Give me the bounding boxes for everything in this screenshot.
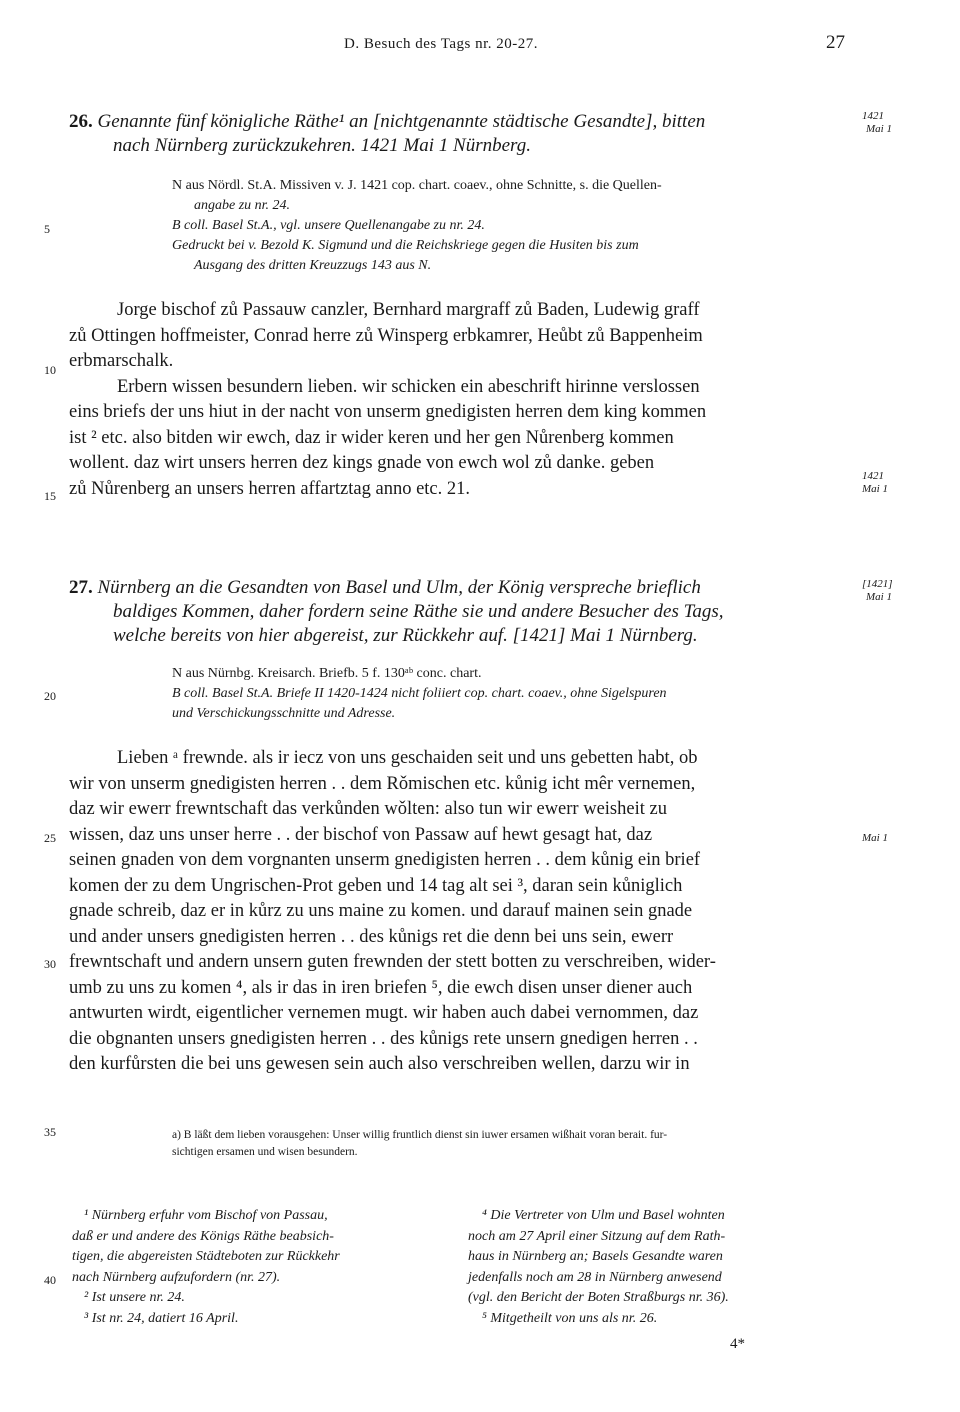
apparatus-line: sichtigen ersamen und wisen besundern. [172, 1146, 358, 1158]
text-line: umb zu uns zu komen ⁴, als ir das in iren briefen ⁵, die ewch disen unser diener auch [69, 977, 693, 998]
text-line: zů Ottingen hoffmeister, Conrad herre zů Winsperg erbkamrer, Heůbt zů Bappenheim [69, 325, 703, 346]
footnotes-right [468, 1206, 858, 1329]
doc27-margin-date [862, 578, 922, 604]
doc26-text [69, 298, 851, 502]
footnote-line: noch am 27 April einer Sitzung auf dem Rath- [468, 1228, 726, 1244]
doc27-number: 27. [69, 577, 93, 598]
line-number: 35 [44, 1125, 56, 1139]
margin-year: 1421 [862, 110, 884, 122]
source-line: B coll. Basel St.A., vgl. unsere Quellenangabe zu nr. 24. [172, 218, 485, 233]
doc26-heading-line: Genannte fünf königliche Räthe¹ an [nichtgenannte städtische Gesandte], bitten [97, 111, 706, 132]
line-number: 30 [44, 957, 56, 971]
footnote-line: haus in Nürnberg an; Basels Gesandte waren [468, 1249, 723, 1264]
source-line: N aus Nördl. St.A. Missiven v. J. 1421 cop. chart. coaev., ohne Schnitte, s. die Quellen- [172, 178, 662, 193]
source-line: Gedruckt bei v. Bezold K. Sigmund und die Reichskriege gegen die Husiten bis zum [172, 238, 639, 253]
margin-day: Mai 1 [866, 591, 892, 603]
line-number: 20 [44, 689, 56, 703]
doc27-text [69, 746, 851, 1078]
text-line: erbmarschalk. [69, 351, 174, 371]
text-line: Erbern wissen besundern lieben. wir schicken ein abeschrift hirinne verslossen [117, 376, 700, 397]
line-number: 5 [44, 222, 50, 236]
doc27-sources [172, 664, 862, 724]
text-line: und ander unsers gnedigisten herren . . des kůnigs ret die denn bei uns sein, ewerr [69, 926, 674, 947]
footnote-line: ³ Ist nr. 24, datiert 16 April. [84, 1310, 239, 1326]
apparatus-line: a) B läßt dem lieben vorausgehen: Unser willig fruntlich dienst sin iuwer ersamen wißhait voran berait. fur- [172, 1129, 668, 1141]
line-number: 15 [44, 489, 56, 503]
footnote-line: ⁴ Die Vertreter von Ulm und Basel wohnten [482, 1208, 725, 1223]
text-line: wir von unserm gnedigisten herren . . dem Rǒmischen etc. kůnig icht mêr vernemen, [69, 773, 696, 794]
footnote-line: (vgl. den Bericht der Boten Straßburgs nr. 36). [468, 1290, 729, 1305]
text-line: daz wir ewerr frewntschaft das verkůnden wǒlten: also tun wir ewerr weisheit zu [69, 799, 667, 819]
text-line: antwurten wirdt, eigentlicher vernemen mugt. wir haben auch dabei vernommen, daz [69, 1003, 699, 1023]
footnotes-left [72, 1206, 452, 1329]
doc26-margin-date [862, 110, 922, 136]
text-line: seinen gnaden von dem vorgnanten unserm gnedigisten herren . . dem kůnig ein brief [69, 850, 701, 870]
text-line: Lieben ᵃ frewnde. als ir iecz von uns geschaiden seit und uns gebetten habt, ob [117, 748, 698, 768]
text-line: wissen, daz uns unser herre . . der bischof von Passaw auf hewt gesagt hat, daz [69, 824, 653, 845]
doc26-heading [69, 110, 849, 158]
margin-day: Mai 1 [866, 123, 892, 135]
footnote-line: nach Nürnberg aufzufordern (nr. 27). [72, 1269, 281, 1285]
source-line: angabe zu nr. 24. [194, 198, 291, 213]
text-line: eins briefs der uns hiut in der nacht von unserm gnedigisten herren dem king kommen [69, 402, 707, 422]
doc27-heading-line: Nürnberg an die Gesandten von Basel und Ulm, der König verspreche brieflich [97, 577, 701, 598]
source-line: N aus Nürnbg. Kreisarch. Briefb. 5 f. 130ᵃᵇ conc. chart. [172, 666, 482, 681]
doc27-heading-line: welche bereits von hier abgereist, zur Rückkehr auf. [1421] Mai 1 Nürnberg. [113, 625, 698, 646]
text-line: gnade schreib, daz er in kůrz zu uns maine zu komen. und darauf mainen sein gnade [69, 901, 693, 921]
footnote-line: tigen, die abgereisten Städteboten zur Rückkehr [72, 1249, 340, 1264]
doc26-number: 26. [69, 111, 93, 132]
source-line: Ausgang des dritten Kreuzzugs 143 aus N. [194, 258, 432, 273]
footnote-line: daß er und andere des Königs Räthe beabsich- [72, 1228, 334, 1244]
doc26-heading-line: nach Nürnberg zurückzukehren. 1421 Mai 1 Nürnberg. [113, 135, 531, 156]
text-line: zů Nůrenberg an unsers herren affartztag anno etc. 21. [69, 478, 471, 499]
line-number: 10 [44, 363, 56, 377]
doc27-heading [69, 576, 859, 648]
line-number: 25 [44, 831, 56, 845]
doc27-margin-date-body: Mai 1 [862, 832, 888, 844]
doc26-margin-date-end [862, 470, 922, 496]
text-line: wollent. daz wirt unsers herren dez kings gnade von ewch wol zů danke. geben [69, 453, 655, 473]
page-number: 27 [826, 32, 845, 53]
footnote-line: ² Ist unsere nr. 24. [84, 1290, 185, 1305]
source-line: und Verschickungsschnitte und Adresse. [172, 706, 396, 721]
footnote-line: ¹ Nürnberg erfuhr vom Bischof von Passau, [84, 1208, 328, 1223]
source-line: B coll. Basel St.A. Briefe II 1420-1424 nicht foliiert cop. chart. coaev., ohne Sigelspuren [172, 686, 667, 701]
running-title: D. Besuch des Tags nr. 20-27. [344, 36, 538, 52]
text-line: ist ² etc. also bitden wir ewch, daz ir wider keren und her gen Nůrenberg kommen [69, 427, 674, 448]
signature-mark: 4* [730, 1336, 745, 1352]
text-line: Jorge bischof zů Passauw canzler, Bernhard margraff zů Baden, Ludewig graff [117, 300, 700, 320]
margin-year: 1421 [862, 470, 884, 482]
line-number: 40 [44, 1273, 56, 1287]
margin-day: Mai 1 [862, 483, 888, 495]
margin-year: [1421] [862, 578, 893, 590]
footnote-line: jedenfalls noch am 28 in Nürnberg anwesend [468, 1269, 722, 1285]
doc27-heading-line: baldiges Kommen, daher fordern seine Räthe sie und andere Besucher des Tags, [113, 601, 724, 622]
text-line: frewntschaft und andern unsern guten frewnden der stett botten zu verschreiben, wider- [69, 952, 716, 972]
text-line: die obgnanten unsers gnedigisten herren . . des kůnigs rete unsern gnedigen herren . . [69, 1028, 698, 1049]
doc26-sources [172, 176, 862, 276]
text-line: komen der zu dem Ungrischen-Prot geben und 14 tag alt sei ³, daran sein kůniglich [69, 875, 683, 896]
footnote-line: ⁵ Mitgetheilt von uns als nr. 26. [482, 1310, 658, 1326]
text-line: den kurfůrsten die bei uns gewesen sein auch also verschreiben wellen, darzu wir in [69, 1054, 690, 1074]
critical-apparatus [172, 1127, 862, 1161]
